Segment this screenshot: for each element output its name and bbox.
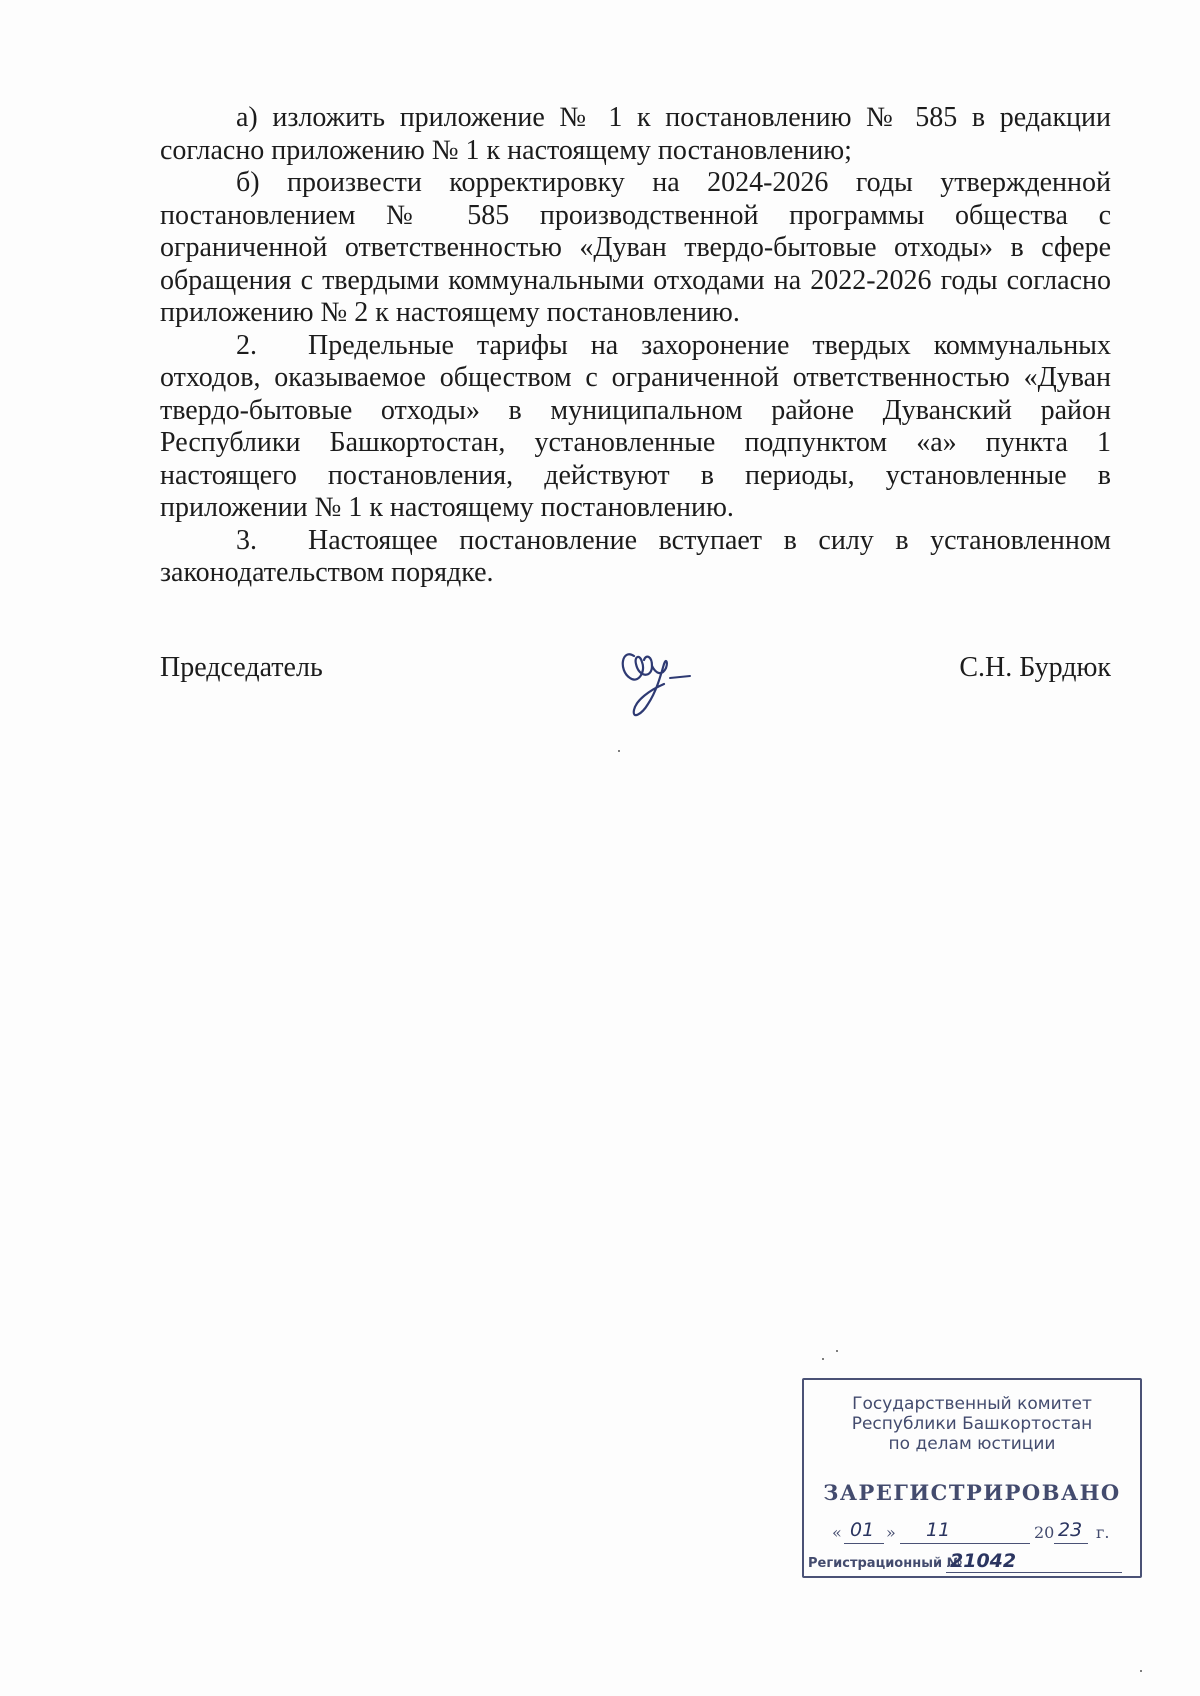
stamp-year-suffix: 23 [1058, 1519, 1083, 1541]
stamp-line-1: Государственный комитет [852, 1394, 1092, 1414]
stamp-quote-close: » [886, 1523, 896, 1542]
paragraph-2 [160, 330, 1111, 525]
stamp-registration-number [808, 1550, 1138, 1576]
stamp-status: ЗАРЕГИСТРИРОВАНО [823, 1480, 1121, 1505]
handwritten-signature [612, 626, 702, 722]
paragraph-2-text: Предельные тарифы на захоронение твердых коммунальных отходов, оказываемое обществом с ограниченной ответственностью «Дуван твердо-бытовые отходы» в муниципальном районе Дуванский район Республики Башкортостан, установленные подпунктом «а» пункта 1 настоящего постановления, действуют в периоды, установленные в приложении № 1 к настоящему постановлению. [160, 329, 1111, 523]
paragraph-3 [160, 525, 1111, 590]
registration-stamp [802, 1378, 1142, 1578]
paragraph-3-number: 3. [236, 524, 257, 556]
stamp-line-3: по делам юстиции [888, 1434, 1056, 1454]
paragraph-1a: а) изложить приложение № 1 к постановлению № 585 в редакции согласно приложению № 1 к настоящему постановлению; [160, 102, 1111, 166]
scan-speck [1140, 1670, 1142, 1672]
stamp-line-2: Республики Башкортостан [851, 1414, 1093, 1434]
stamp-year-prefix: 20 [1034, 1523, 1055, 1542]
stamp-reg-label: Регистрационный № [808, 1556, 963, 1571]
stamp-quote-open: « [832, 1523, 842, 1542]
document-body [160, 102, 1111, 590]
signatory-name: С.Н. Бурдюк [959, 652, 1111, 683]
scan-speck [822, 1358, 824, 1360]
stamp-date [832, 1519, 1132, 1549]
stamp-year-unit: г. [1096, 1523, 1110, 1542]
stamp-reg-number: 21042 [950, 1550, 1017, 1572]
paragraph-3-text: Настоящее постановление вступает в силу в установленном законодательством порядке. [160, 524, 1111, 588]
scan-speck [836, 1350, 838, 1352]
scan-speck [618, 750, 620, 752]
paragraph-1b: б) произвести корректировку на 2024-2026 годы утвержденной постановлением № 585 производственной программы общества с ограниченной ответственностью «Дуван твердо-бытовые отходы» в сфере обращения с твердыми коммунальными отходами на 2022-2026 годы согласно приложению № 2 к настоящему постановлению. [160, 167, 1111, 328]
stamp-month: 11 [926, 1519, 951, 1541]
signatory-title: Председатель [160, 652, 323, 683]
stamp-day: 01 [850, 1519, 875, 1541]
paragraph-2-number: 2. [236, 329, 257, 361]
